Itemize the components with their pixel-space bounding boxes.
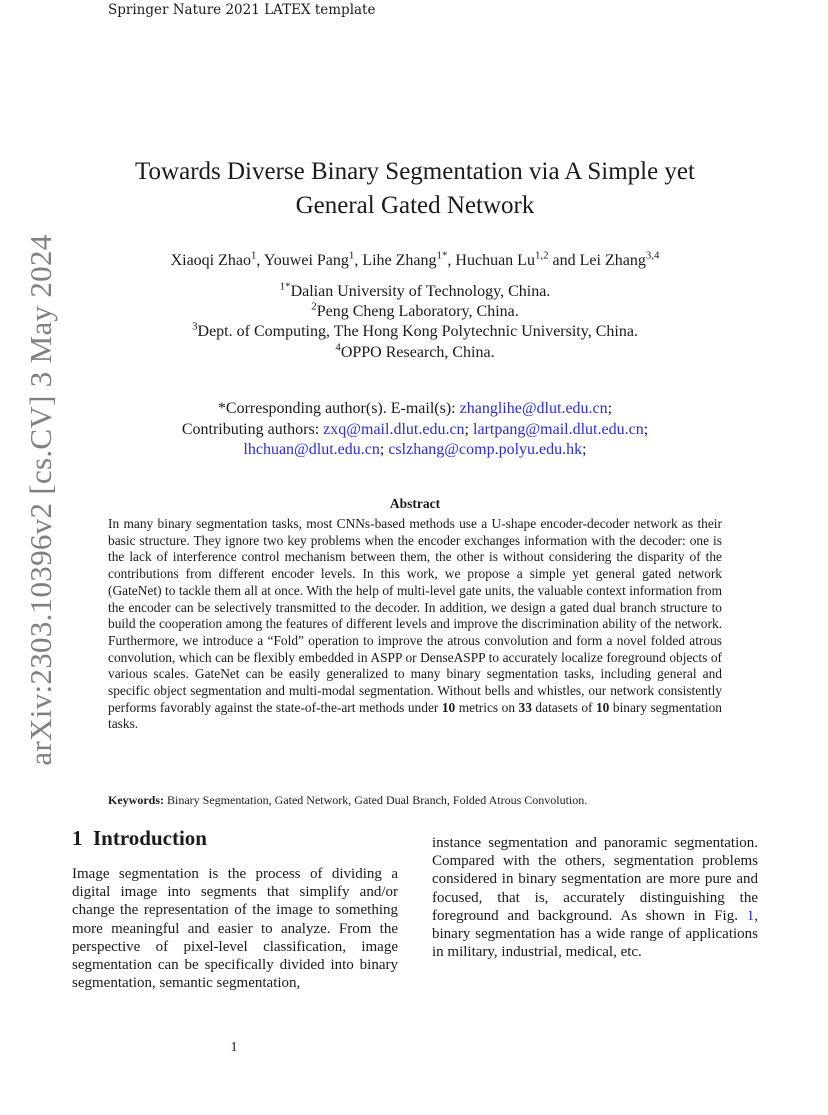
affiliation-list [60,282,770,363]
figure-reference-link[interactable]: 1 [746,907,755,924]
contributing-line: Contributing authors: zxq@mail.dlut.edu.cn; lartpang@mail.dlut.edu.cn; [181,420,649,438]
email-link[interactable]: zhanglihe@dlut.edu.cn [459,400,608,417]
section-heading: 1 Introduction [72,826,207,850]
affiliation: $^{1*}$Dalian University of Technology, China. [279,280,551,300]
abstract-body: In many binary segmentation tasks, most CNNs-based methods use a U-shape encoder-decoder network as their basic structure. They ignore two key problems when the encoder exchanges information with the decoder: one is the lack of interference control mechanism between them, the other is without considering the disparity of the contributions from different encoder levels. In this work, we propose a simple yet general gated network (GateNet) to tackle them all at once. With the help of multi-level gate units, the valuable context information from the encoder can be selectively transmitted to the decoder. In addition, we design a gated dual branch structure to build the cooperation among the features of different levels and improve the discrimination ability of the network. Furthermore, we introduce a “Fold” operation to improve the atrous convolution and form a novel folded atrous convolution, which can be flexibly embedded in ASPP or DenseASPP to accurately localize foreground objects of various scales. GateNet can be easily generalized to many binary segmentation tasks, including general and specific object segmentation and multi-modal segmentation. Without bells and whistles, our network consistently performs favorably against the state-of-the-art methods under 10 metrics on 33 datasets of 10 binary segmentation tasks. [108,516,722,732]
author: Youwei Pang$^1$ [263,249,355,269]
keywords-label: Keywords: [108,793,164,807]
paper-title [100,155,730,223]
author: Xiaoqi Zhao$^1$ [170,249,257,269]
author: Lihe Zhang$^{1*}$ [362,249,448,269]
running-header [108,2,375,18]
author: Lei Zhang$^{3,4}$ [579,249,660,269]
email-link[interactable]: zxq@mail.dlut.edu.cn [323,420,465,438]
affiliation: $^2$Peng Cheng Laboratory, China. [311,300,519,321]
email-link[interactable]: lhchuan@dlut.edu.cn [243,441,380,458]
author: Huchuan Lu$^{1,2}$ [455,249,549,269]
email-link[interactable]: lartpang@mail.dlut.edu.cn [473,420,644,438]
affiliation: $^3$Dept. of Computing, The Hong Kong Polytechnic University, China. [192,321,638,341]
intro-left-column: Image segmentation is the process of dividing a digital image into segments that simplify and/or change the representation of the image to something more meaningful and easier to analyze. From the perspective of pixel-level classification, image segmentation can be specifically divided into binary segmentation, semantic segmentation, [72,866,398,992]
affiliation: $^4$OPPO Research, China. [335,341,495,361]
title-line-2: General Gated Network [295,192,535,219]
template-label: Springer Nature 2021 LATEX template [108,2,376,18]
arxiv-id[interactable]: arXiv:2303.10396v2 [cs.CV] 3 May 2024 [23,234,58,766]
title-line-1: Towards Diverse Binary Segmentation via A Simple yet [135,158,695,185]
contact-block [60,399,770,461]
page-number: 1 [230,1040,238,1055]
intro-right-column: instance segmentation and panoramic segmentation. Compared with the others, segmentation problems considered in binary segmentation are more pure and focused, that is, accurately distinguishing the foreground and background. As shown in Fig. 1, binary segmentation has a wide range of applications in military, industrial, medical, etc. [432,835,758,961]
author-list: Xiaoqi Zhao$^1$, Youwei Pang$^1$, Lihe Zhang$^{1*}$, Huchuan Lu$^{1,2}$ and Lei Zhang$^{3,4}$ [170,249,660,269]
keywords [108,792,722,808]
contributing-line-2: lhchuan@dlut.edu.cn; cslzhang@comp.polyu.edu.hk; [243,441,587,458]
email-link[interactable]: cslzhang@comp.polyu.edu.hk [388,441,583,458]
corresponding-line: *Corresponding author(s). E-mail(s): zhanglihe@dlut.edu.cn; [217,400,613,417]
abstract-heading: Abstract [389,496,441,511]
keywords-text: Binary Segmentation, Gated Network, Gated Dual Branch, Folded Atrous Convolution. [164,793,588,807]
